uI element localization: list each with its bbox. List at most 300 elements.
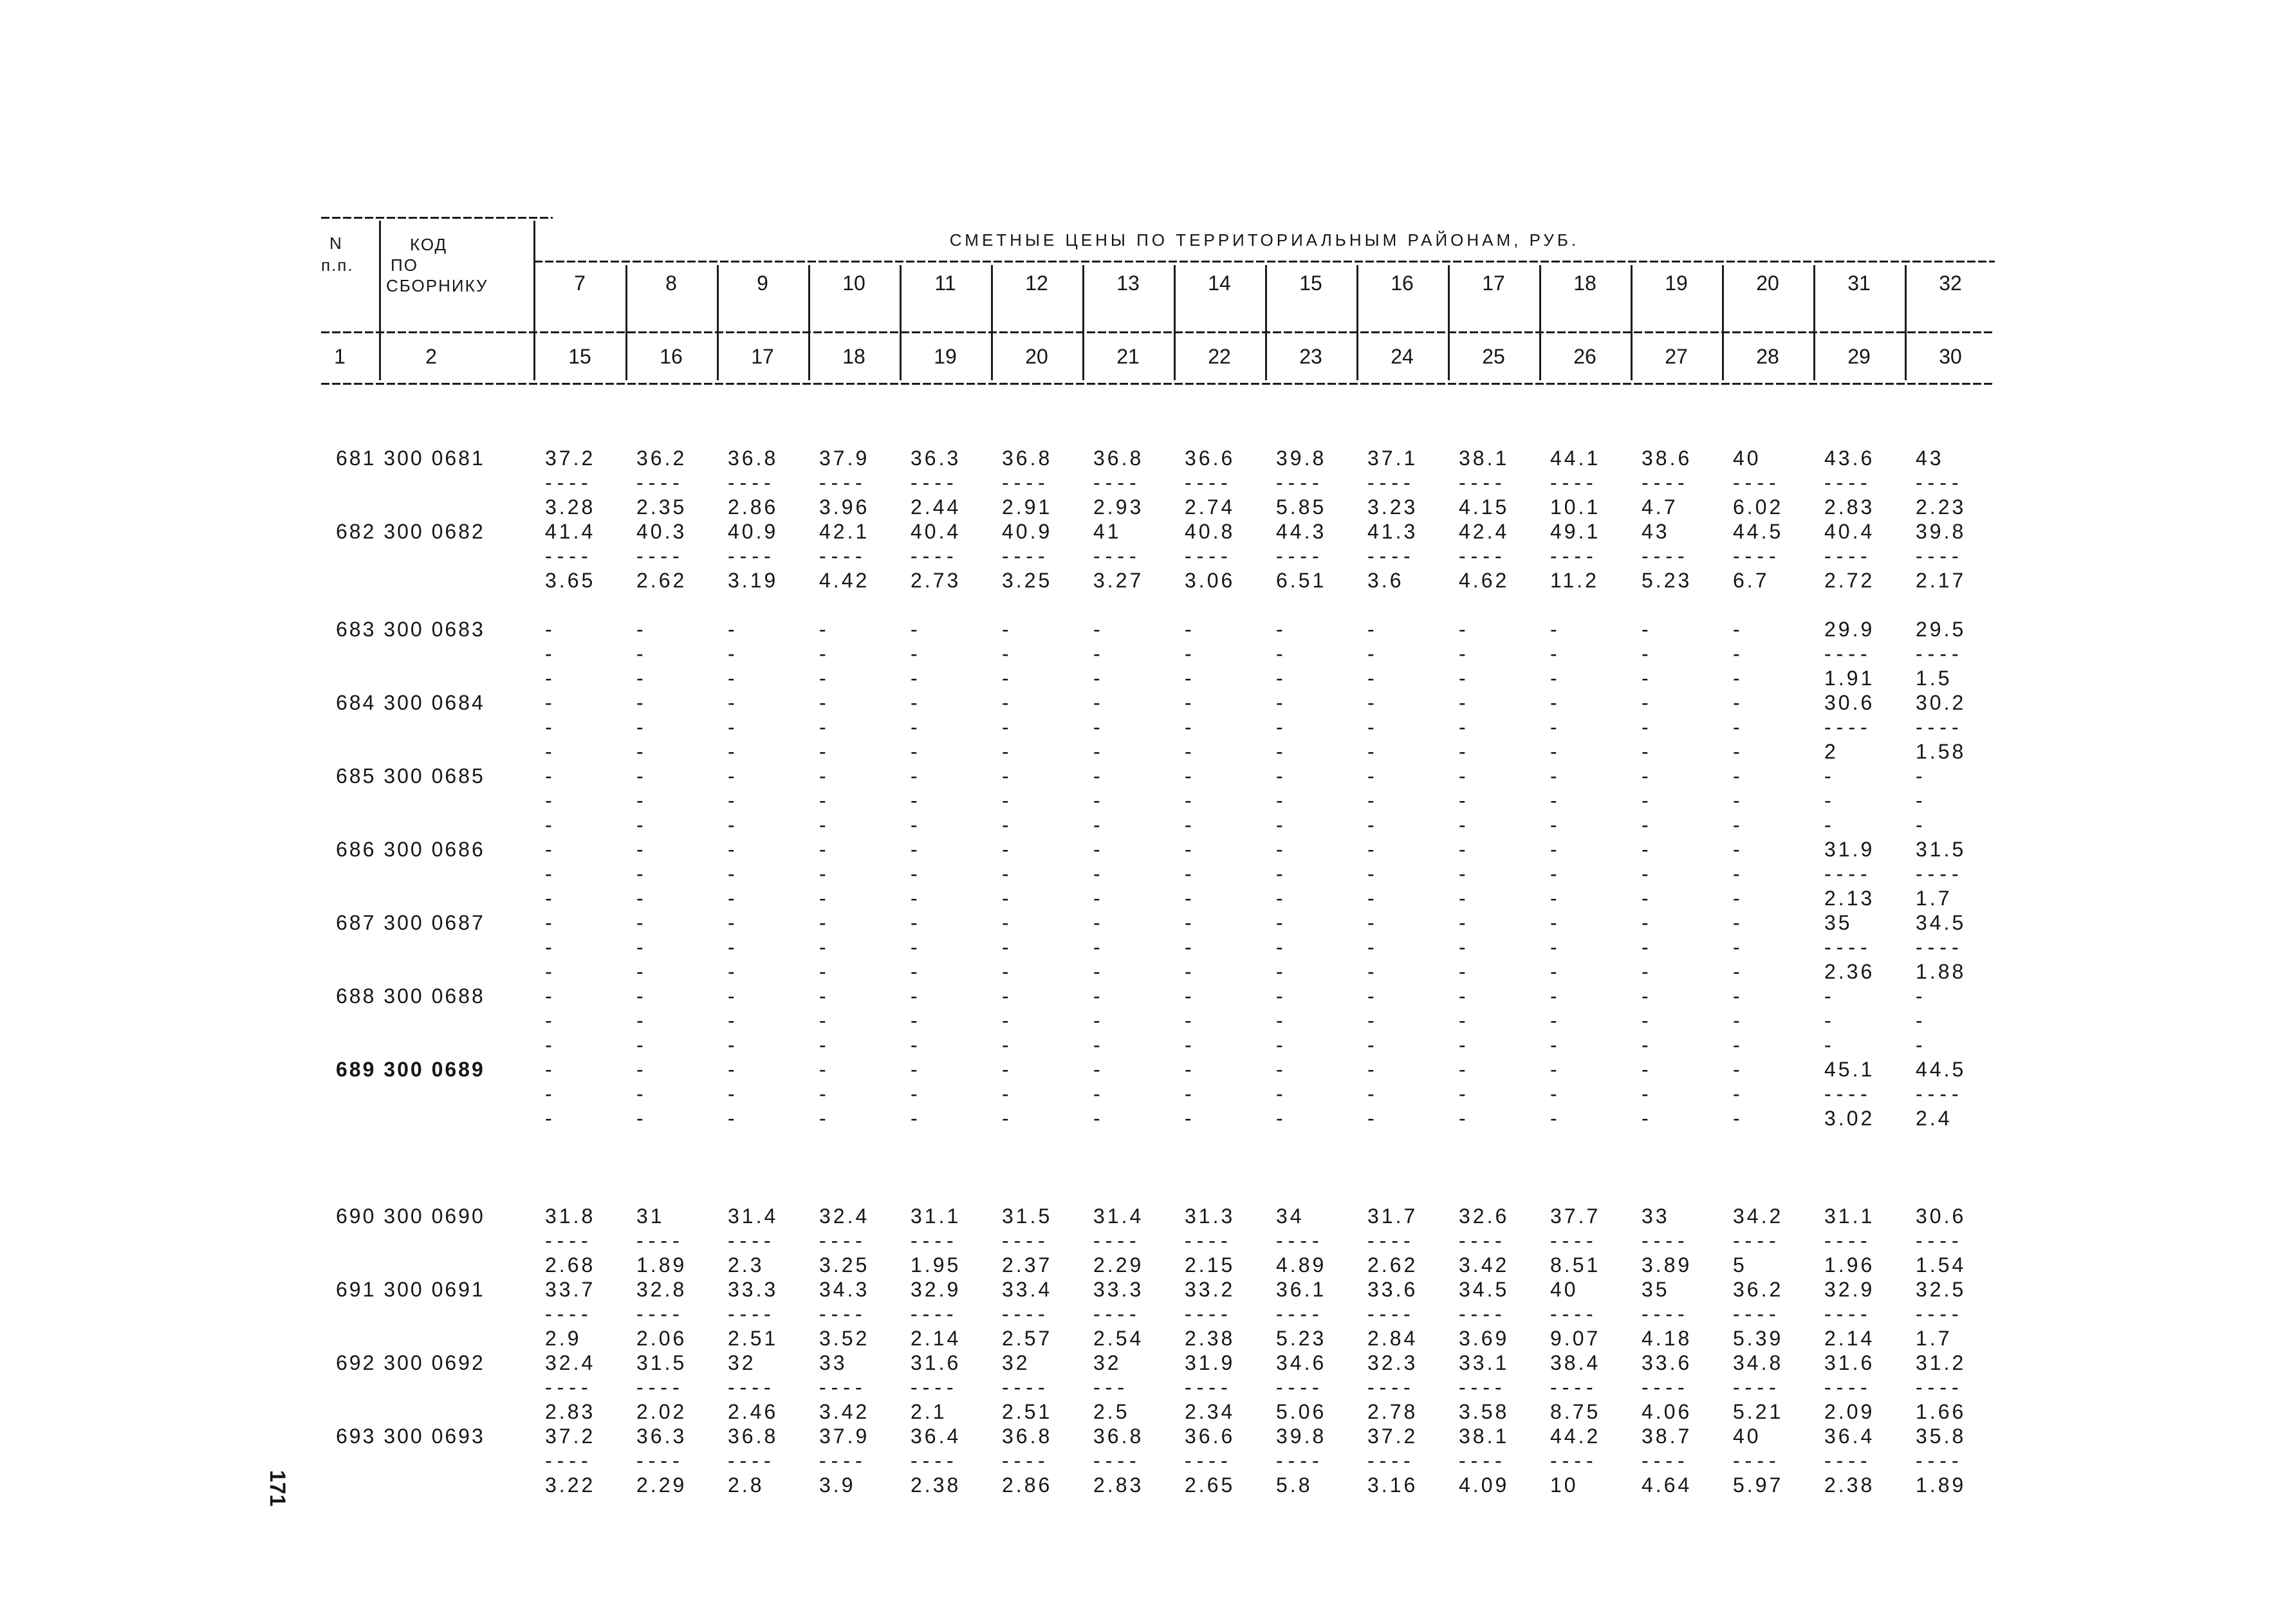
price-denominator: 3.27 (1093, 569, 1144, 592)
price-numerator: - (1093, 691, 1103, 714)
row-code-label: 685 300 0685 (336, 764, 485, 788)
price-numerator: - (1733, 691, 1743, 714)
fraction-bar: - (1367, 1009, 1380, 1032)
price-denominator: 2.44 (911, 495, 961, 519)
fraction-bar: ---- (1276, 1229, 1324, 1252)
price-numerator: 31.6 (1824, 1351, 1875, 1374)
fraction-bar: - (1276, 715, 1288, 739)
fraction-bar: ---- (819, 1449, 867, 1472)
price-numerator: 44.2 (1550, 1425, 1601, 1448)
price-denominator: - (636, 1107, 646, 1130)
price-denominator: 2.38 (911, 1473, 961, 1497)
fraction-bar: - (545, 642, 557, 665)
price-denominator: - (1276, 813, 1286, 836)
fraction-bar: - (1276, 862, 1288, 885)
price-numerator: 37.2 (1367, 1425, 1418, 1448)
column-number: 27 (1665, 345, 1688, 368)
price-numerator: 33.3 (1093, 1278, 1144, 1301)
price-numerator: 35 (1824, 911, 1853, 934)
fraction-bar: - (1185, 862, 1197, 885)
fraction-bar: ---- (1916, 1449, 1964, 1472)
price-denominator: - (636, 1033, 646, 1057)
price-denominator: 2.51 (1002, 1400, 1053, 1423)
fraction-bar: ---- (1824, 862, 1873, 885)
price-numerator: - (1276, 984, 1286, 1008)
price-numerator: - (911, 838, 920, 861)
price-denominator: - (1093, 740, 1103, 763)
price-numerator: - (1002, 618, 1012, 641)
price-denominator: 2.78 (1367, 1400, 1418, 1423)
price-denominator: - (545, 667, 555, 690)
price-numerator: - (728, 691, 737, 714)
price-denominator: 4.42 (819, 569, 870, 592)
column-number: 17 (751, 345, 774, 368)
fraction-bar: ---- (1916, 1229, 1964, 1252)
price-denominator: 2.8 (728, 1473, 764, 1497)
fraction-bar: - (1459, 1082, 1471, 1105)
column-number: 24 (1391, 345, 1414, 368)
fraction-bar: - (1093, 936, 1106, 959)
price-numerator: - (1367, 764, 1377, 788)
price-numerator: - (636, 691, 646, 714)
price-numerator: - (1459, 691, 1468, 714)
price-numerator: - (636, 764, 646, 788)
fraction-bar: ---- (1824, 1449, 1873, 1472)
fraction-bar: ---- (1459, 1302, 1507, 1325)
fraction-bar: ---- (728, 471, 776, 494)
price-numerator: - (1733, 618, 1743, 641)
row-code-label: 682 300 0682 (336, 520, 485, 543)
fraction-bar: - (545, 715, 557, 739)
price-numerator: 44.5 (1916, 1058, 1966, 1081)
column-number: 15 (568, 345, 591, 368)
district-column-header: 14 (1208, 272, 1231, 295)
fraction-bar: ---- (1916, 1302, 1964, 1325)
fraction-bar: - (1824, 789, 1837, 812)
price-numerator: - (728, 984, 737, 1008)
price-numerator: - (1459, 618, 1468, 641)
price-numerator: - (1733, 764, 1743, 788)
row-number-header: N (329, 234, 343, 253)
row-code-label: 691 300 0691 (336, 1278, 485, 1301)
fraction-bar: ---- (1459, 1449, 1507, 1472)
fraction-bar: ---- (545, 544, 593, 567)
price-numerator: - (1367, 691, 1377, 714)
fraction-bar: ---- (1367, 1302, 1416, 1325)
price-numerator: 30.2 (1916, 691, 1966, 714)
price-numerator: 32.5 (1916, 1278, 1966, 1301)
price-denominator: 3.28 (545, 495, 596, 519)
price-denominator: 4.15 (1459, 495, 1510, 519)
price-denominator: - (1276, 1107, 1286, 1130)
price-denominator: - (1459, 667, 1468, 690)
price-denominator: 2.29 (1093, 1253, 1144, 1277)
price-denominator: - (911, 960, 920, 983)
price-denominator: 3.6 (1367, 569, 1404, 592)
price-numerator: 36.2 (636, 447, 687, 470)
price-numerator: 36.3 (636, 1425, 687, 1448)
fraction-bar: - (1185, 1009, 1197, 1032)
price-numerator: 40.4 (1824, 520, 1875, 543)
fraction-bar: ---- (545, 1302, 593, 1325)
price-numerator: - (1550, 691, 1560, 714)
fraction-bar: - (1642, 1082, 1654, 1105)
price-denominator: 9.07 (1550, 1327, 1601, 1350)
code-header-line-2: ПО (391, 255, 418, 275)
fraction-bar: - (1916, 789, 1928, 812)
fraction-bar: ---- (1093, 1302, 1142, 1325)
price-numerator: 41.3 (1367, 520, 1418, 543)
fraction-bar: ---- (1276, 1376, 1324, 1399)
price-denominator: 2.02 (636, 1400, 687, 1423)
price-numerator: - (1002, 838, 1012, 861)
price-numerator: - (1642, 691, 1651, 714)
price-denominator: 6.7 (1733, 569, 1770, 592)
price-denominator: 2.72 (1824, 569, 1875, 592)
fraction-bar: - (1550, 1009, 1562, 1032)
price-numerator: 33.6 (1367, 1278, 1418, 1301)
fraction-bar: ---- (1916, 1376, 1964, 1399)
price-denominator: 6.51 (1276, 569, 1327, 592)
fraction-bar: ---- (1367, 1229, 1416, 1252)
row-code-label: 689 300 0689 (336, 1058, 485, 1081)
page-number: 171 (265, 1470, 290, 1507)
fraction-bar: - (1642, 936, 1654, 959)
price-numerator: - (1459, 838, 1468, 861)
header-bottom-rule (321, 383, 1995, 385)
fraction-bar: - (1367, 715, 1380, 739)
price-denominator: - (819, 813, 829, 836)
price-denominator: 4.18 (1642, 1327, 1692, 1350)
price-denominator: 10.1 (1550, 495, 1601, 519)
price-numerator: 38.1 (1459, 1425, 1510, 1448)
price-denominator: - (545, 1033, 555, 1057)
fraction-bar: ---- (636, 1229, 685, 1252)
fraction-bar: ---- (1642, 1229, 1690, 1252)
price-denominator: 1.66 (1916, 1400, 1966, 1423)
price-numerator: 41.4 (545, 520, 596, 543)
price-denominator: 5.23 (1276, 1327, 1327, 1350)
price-numerator: - (1093, 984, 1103, 1008)
price-numerator: 40 (1550, 1278, 1578, 1301)
price-numerator: - (819, 764, 829, 788)
column-number: 20 (1025, 345, 1048, 368)
fraction-bar: - (1550, 715, 1562, 739)
price-denominator: 2.29 (636, 1473, 687, 1497)
price-numerator: - (1276, 764, 1286, 788)
price-numerator: 43 (1916, 447, 1944, 470)
fraction-bar: ---- (1276, 471, 1324, 494)
price-numerator: 31.5 (1002, 1204, 1053, 1228)
fraction-bar: - (636, 789, 649, 812)
price-numerator: 39.8 (1916, 520, 1966, 543)
price-denominator: - (1733, 667, 1743, 690)
price-denominator: 1.89 (1916, 1473, 1966, 1497)
price-denominator: - (911, 887, 920, 910)
price-denominator: - (1459, 813, 1468, 836)
fraction-bar: - (819, 1009, 831, 1032)
fraction-bar: ---- (1002, 544, 1050, 567)
price-denominator: 4.89 (1276, 1253, 1327, 1277)
column-number: 22 (1208, 345, 1231, 368)
price-numerator: - (911, 911, 920, 934)
fraction-bar: --- (1093, 1376, 1129, 1399)
price-denominator: - (1276, 667, 1286, 690)
fraction-bar: ---- (1550, 544, 1598, 567)
price-numerator: - (1276, 911, 1286, 934)
fraction-bar: ---- (1642, 544, 1690, 567)
fraction-bar: - (636, 642, 649, 665)
price-denominator: 3.89 (1642, 1253, 1692, 1277)
fraction-bar: - (1733, 642, 1745, 665)
fraction-bar: - (545, 1009, 557, 1032)
price-denominator: 2.3 (728, 1253, 764, 1277)
price-denominator: 4.7 (1642, 495, 1678, 519)
fraction-bar: ---- (1916, 715, 1964, 739)
price-denominator: - (1002, 960, 1012, 983)
fraction-bar: - (1185, 1082, 1197, 1105)
fraction-bar: ---- (1642, 1449, 1690, 1472)
fraction-bar: - (545, 1082, 557, 1105)
price-numerator: - (1642, 1058, 1651, 1081)
price-numerator: 32 (728, 1351, 756, 1374)
fraction-bar: ---- (1824, 642, 1873, 665)
row-code-label: 684 300 0684 (336, 691, 485, 714)
fraction-bar: ---- (545, 1376, 593, 1399)
fraction-bar: - (1642, 789, 1654, 812)
price-denominator: - (819, 1107, 829, 1130)
fraction-bar: - (819, 715, 831, 739)
price-denominator: 2.73 (911, 569, 961, 592)
district-column-header: 32 (1939, 272, 1962, 295)
fraction-bar: ---- (1733, 544, 1781, 567)
price-denominator: 2.38 (1824, 1473, 1875, 1497)
price-denominator: 1.7 (1916, 887, 1952, 910)
fraction-bar: - (728, 715, 740, 739)
price-denominator: - (1093, 667, 1103, 690)
fraction-bar: - (1093, 715, 1106, 739)
price-numerator: 31.2 (1916, 1351, 1966, 1374)
price-numerator: 36.4 (911, 1425, 961, 1448)
price-numerator: - (728, 838, 737, 861)
fraction-bar: - (1550, 642, 1562, 665)
fraction-bar: ---- (911, 1449, 959, 1472)
price-denominator: 2.1 (911, 1400, 947, 1423)
price-denominator: - (1093, 887, 1103, 910)
price-denominator: 3.22 (545, 1473, 596, 1497)
price-numerator: 44.3 (1276, 520, 1327, 543)
price-denominator: 11.2 (1550, 569, 1599, 592)
price-numerator: - (1185, 984, 1194, 1008)
column-number: 19 (934, 345, 957, 368)
fraction-bar: ---- (1733, 1449, 1781, 1472)
price-numerator: 36.1 (1276, 1278, 1327, 1301)
price-numerator: 45.1 (1824, 1058, 1875, 1081)
price-denominator: - (1733, 1033, 1743, 1057)
row-code-label: 693 300 0693 (336, 1425, 485, 1448)
fraction-bar: ---- (545, 1449, 593, 1472)
price-numerator: - (728, 618, 737, 641)
price-denominator: 2.62 (1367, 1253, 1418, 1277)
fraction-bar: - (728, 1082, 740, 1105)
price-denominator: - (1916, 1033, 1925, 1057)
fraction-bar: - (1642, 642, 1654, 665)
code-header-line-3: СБОРНИКУ (386, 276, 488, 295)
price-numerator: 42.1 (819, 520, 870, 543)
price-numerator: - (819, 984, 829, 1008)
code-header-line-1: КОД (410, 235, 448, 254)
fraction-bar: ---- (1733, 1229, 1781, 1252)
price-denominator: - (1642, 887, 1651, 910)
table-title: СМЕТНЫЕ ЦЕНЫ ПО ТЕРРИТОРИАЛЬНЫМ РАЙОНАМ, РУБ. (949, 230, 1580, 250)
price-denominator: 2.06 (636, 1327, 687, 1350)
price-numerator: 36.2 (1733, 1278, 1784, 1301)
price-denominator: - (1550, 1033, 1560, 1057)
price-numerator: - (728, 911, 737, 934)
fraction-bar: ---- (1093, 471, 1142, 494)
price-denominator: 3.96 (819, 495, 870, 519)
fraction-bar: - (1002, 862, 1014, 885)
fraction-bar: ---- (1185, 1376, 1233, 1399)
row-code-label: 688 300 0688 (336, 984, 485, 1008)
price-denominator: - (1367, 887, 1377, 910)
price-numerator: 33.3 (728, 1278, 779, 1301)
price-denominator: - (1093, 1033, 1103, 1057)
price-numerator: - (1002, 1058, 1012, 1081)
column-number: 26 (1573, 345, 1596, 368)
price-denominator: - (636, 813, 646, 836)
fraction-bar: - (819, 1082, 831, 1105)
fraction-bar: - (1093, 789, 1106, 812)
price-denominator: 1.96 (1824, 1253, 1875, 1277)
price-denominator: - (911, 813, 920, 836)
price-denominator: - (636, 960, 646, 983)
price-numerator: - (1550, 764, 1560, 788)
price-denominator: 2.83 (545, 1400, 596, 1423)
price-denominator: - (728, 667, 737, 690)
price-denominator: 2.83 (1093, 1473, 1144, 1497)
price-numerator: - (545, 1058, 555, 1081)
fraction-bar: - (1459, 862, 1471, 885)
fraction-bar: ---- (1002, 1302, 1050, 1325)
price-numerator: - (1185, 691, 1194, 714)
price-numerator: 31.1 (911, 1204, 961, 1228)
price-numerator: - (545, 764, 555, 788)
price-denominator: 2.23 (1916, 495, 1966, 519)
price-numerator: 37.7 (1550, 1204, 1601, 1228)
fraction-bar: ---- (911, 544, 959, 567)
price-numerator: 32.9 (911, 1278, 961, 1301)
price-numerator: - (1733, 1058, 1743, 1081)
header-top-rule (321, 217, 553, 219)
price-denominator: 2.5 (1093, 1400, 1130, 1423)
fraction-bar: - (1093, 1009, 1106, 1032)
price-denominator: - (545, 960, 555, 983)
price-numerator: 32.8 (636, 1278, 687, 1301)
fraction-bar: - (911, 1009, 923, 1032)
column-number-left: 1 (334, 345, 346, 368)
price-denominator: - (911, 740, 920, 763)
price-denominator: - (1642, 1107, 1651, 1130)
price-denominator: - (1367, 1033, 1377, 1057)
price-denominator: 8.75 (1550, 1400, 1601, 1423)
price-numerator: 40.8 (1185, 520, 1235, 543)
price-numerator: 31.5 (1916, 838, 1966, 861)
price-numerator: 33.6 (1642, 1351, 1692, 1374)
price-numerator: - (911, 1058, 920, 1081)
price-numerator: - (1276, 838, 1286, 861)
price-denominator: 4.64 (1642, 1473, 1692, 1497)
fraction-bar: ---- (1002, 471, 1050, 494)
price-denominator: - (1185, 1033, 1194, 1057)
price-denominator: - (1642, 813, 1651, 836)
fraction-bar: - (636, 1082, 649, 1105)
price-denominator: - (1642, 667, 1651, 690)
price-numerator: - (1550, 618, 1560, 641)
price-numerator: 29.5 (1916, 618, 1966, 641)
fraction-bar: ---- (1550, 1376, 1598, 1399)
fraction-bar: - (728, 789, 740, 812)
price-numerator: - (1093, 838, 1103, 861)
district-column-header: 17 (1482, 272, 1505, 295)
fraction-bar: - (1733, 789, 1745, 812)
price-denominator: 2.15 (1185, 1253, 1235, 1277)
price-denominator: 3.9 (819, 1473, 856, 1497)
price-denominator: 2.4 (1916, 1107, 1952, 1130)
price-denominator: 4.09 (1459, 1473, 1510, 1497)
price-numerator: 38.1 (1459, 447, 1510, 470)
price-numerator: 31.1 (1824, 1204, 1875, 1228)
fraction-bar: ---- (1824, 936, 1873, 959)
fraction-bar: - (1276, 642, 1288, 665)
price-numerator: 36.8 (1002, 1425, 1053, 1448)
row-code-label: 692 300 0692 (336, 1351, 485, 1374)
fraction-bar: - (1733, 936, 1745, 959)
price-denominator: - (1550, 960, 1560, 983)
fraction-bar: ---- (728, 1302, 776, 1325)
price-denominator: - (911, 1033, 920, 1057)
price-numerator: 37.9 (819, 447, 870, 470)
price-numerator: - (1642, 764, 1651, 788)
price-denominator: 5.39 (1733, 1327, 1784, 1350)
price-numerator: - (545, 838, 555, 861)
price-denominator: - (1093, 960, 1103, 983)
price-denominator: 1.91 (1824, 667, 1875, 690)
fraction-bar: - (1276, 1009, 1288, 1032)
fraction-bar: ---- (819, 544, 867, 567)
fraction-bar: - (1733, 1009, 1745, 1032)
price-numerator: 33.7 (545, 1278, 596, 1301)
price-denominator: - (911, 667, 920, 690)
price-numerator: - (636, 838, 646, 861)
price-numerator: - (1185, 1058, 1194, 1081)
price-denominator: 2.62 (636, 569, 687, 592)
fraction-bar: - (1185, 642, 1197, 665)
fraction-bar: - (728, 936, 740, 959)
price-numerator: 32.4 (819, 1204, 870, 1228)
price-numerator: - (1093, 618, 1103, 641)
fraction-bar: ---- (1733, 1376, 1781, 1399)
fraction-bar: ---- (819, 471, 867, 494)
price-denominator: 3.06 (1185, 569, 1235, 592)
price-denominator: 1.54 (1916, 1253, 1966, 1277)
fraction-bar: - (636, 862, 649, 885)
price-numerator: - (636, 984, 646, 1008)
price-numerator: - (911, 984, 920, 1008)
fraction-bar: ---- (911, 1229, 959, 1252)
price-denominator: 2.65 (1185, 1473, 1235, 1497)
price-denominator: - (545, 887, 555, 910)
